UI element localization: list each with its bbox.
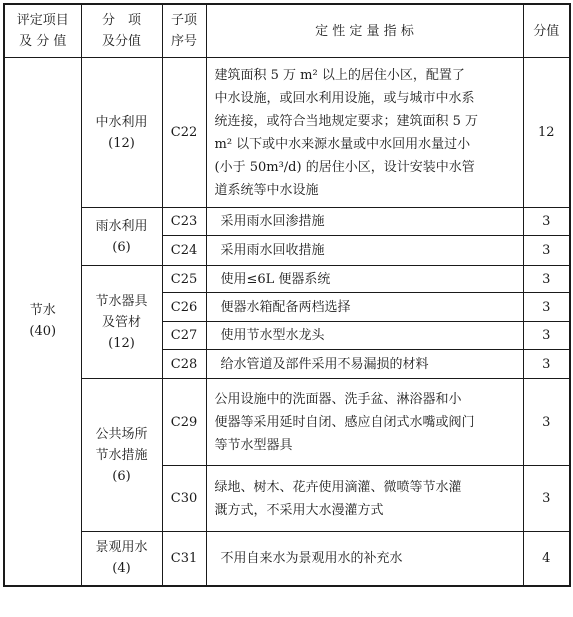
table-row — [4, 379, 570, 466]
group-name-line1: 节水器具 — [95, 293, 148, 309]
row-code: C22 — [162, 58, 206, 208]
header-category-line2: 及 分 值 — [19, 34, 67, 49]
table-row — [4, 532, 570, 586]
header-code — [162, 4, 206, 58]
category-cell — [4, 58, 81, 586]
group-name-line1: 公共场所 — [95, 426, 148, 442]
group-name-line2: 及管材 — [101, 314, 141, 330]
table-row — [4, 208, 570, 236]
category-name: 节水 — [29, 303, 56, 319]
row-description — [206, 58, 523, 208]
row-score: 3 — [523, 350, 570, 379]
group-name: 雨水利用 — [95, 218, 148, 234]
description-line: 统连接，或符合当地规定要求；建筑面积 5 万 — [214, 113, 479, 129]
description-line: 绿地、树木、花卉使用滴灌、微喷等节水灌 — [214, 479, 462, 495]
row-description: 采用雨水回收措施 — [206, 236, 523, 266]
row-description — [206, 466, 523, 532]
group-score: (6) — [112, 468, 131, 484]
row-code: C25 — [162, 266, 206, 293]
water-saving-evaluation-table — [3, 3, 571, 587]
row-description: 使用节水型水龙头 — [206, 322, 523, 350]
description-line: 便器等采用延时自闭、感应自闭式水嘴或阀门 — [214, 414, 475, 430]
header-subitem-line2: 及分值 — [101, 34, 141, 49]
row-description: 不用自来水为景观用水的补充水 — [206, 532, 523, 586]
header-category — [4, 4, 81, 58]
group-cell — [81, 532, 162, 586]
group-name-line2: 节水措施 — [95, 447, 148, 463]
row-score: 3 — [523, 379, 570, 466]
description-line: 道系统等中水设施 — [214, 182, 319, 198]
group-cell — [81, 58, 162, 208]
group-score: (4) — [112, 561, 131, 577]
row-score: 3 — [523, 208, 570, 236]
row-code: C29 — [162, 379, 206, 466]
row-score: 3 — [523, 266, 570, 293]
header-subitem-line1: 分 项 — [101, 13, 141, 28]
group-cell — [81, 208, 162, 266]
description-line: 建筑面积 5 万 m² 以上的居住小区，配置了 — [214, 67, 465, 83]
description-line: m² 以下或中水来源水量或中水回用水量过小 — [214, 136, 471, 152]
table-row — [4, 58, 570, 208]
header-score: 分值 — [523, 4, 570, 58]
table-row — [4, 266, 570, 293]
evaluation-table-container — [3, 3, 571, 587]
row-code: C24 — [162, 236, 206, 266]
group-cell — [81, 379, 162, 532]
row-description: 采用雨水回渗措施 — [206, 208, 523, 236]
description-line: (小于 50m³/d) 的居住小区，设计安装中水管 — [214, 159, 475, 175]
row-description: 给水管道及部件采用不易漏损的材料 — [206, 350, 523, 379]
row-description: 便器水箱配备两档选择 — [206, 293, 523, 322]
row-code: C23 — [162, 208, 206, 236]
description-line: 中水设施，或回水利用设施，或与城市中水系 — [214, 90, 475, 106]
row-score: 3 — [523, 293, 570, 322]
row-score: 3 — [523, 236, 570, 266]
row-code: C27 — [162, 322, 206, 350]
group-cell — [81, 266, 162, 379]
description-line: 等节水型器具 — [214, 437, 293, 453]
group-score: (6) — [112, 239, 131, 255]
row-code: C28 — [162, 350, 206, 379]
row-score: 12 — [523, 58, 570, 208]
header-subitem — [81, 4, 162, 58]
header-indicator: 定 性 定 量 指 标 — [206, 4, 523, 58]
row-code: C30 — [162, 466, 206, 532]
row-score: 4 — [523, 532, 570, 586]
row-score: 3 — [523, 322, 570, 350]
category-score: (40) — [29, 324, 57, 340]
header-row — [4, 4, 570, 58]
group-name: 景观用水 — [95, 540, 148, 556]
header-category-line1: 评定项目 — [16, 13, 69, 28]
row-description: 使用≤6L 便器系统 — [206, 266, 523, 293]
row-code: C26 — [162, 293, 206, 322]
description-line: 公用设施中的洗面器、洗手盆、淋浴器和小 — [214, 391, 462, 407]
row-score: 3 — [523, 466, 570, 532]
row-code: C31 — [162, 532, 206, 586]
group-score: (12) — [108, 335, 135, 351]
group-score: (12) — [108, 135, 135, 151]
header-code-line1: 子项 — [170, 13, 197, 28]
header-code-line2: 序号 — [170, 34, 197, 49]
row-description — [206, 379, 523, 466]
description-line: 溉方式，不采用大水漫灌方式 — [214, 502, 384, 518]
group-name: 中水利用 — [95, 114, 148, 130]
